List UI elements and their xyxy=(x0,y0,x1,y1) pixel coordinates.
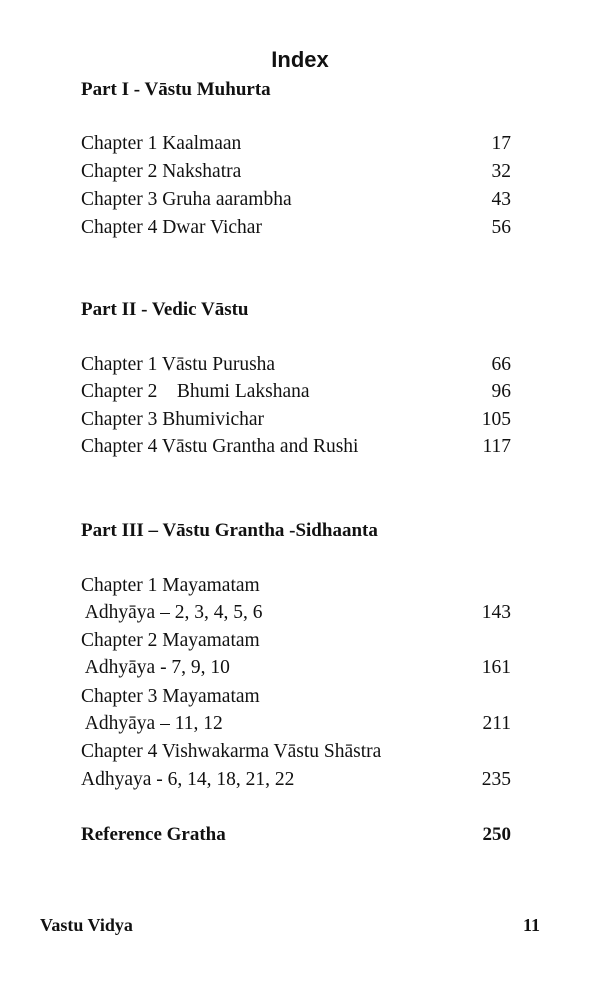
entry-text: Adhyaya - 6, 14, 18, 21, 22 xyxy=(81,769,295,790)
part-heading xyxy=(81,78,511,102)
entry-text: Reference Gratha xyxy=(81,824,226,845)
index-entry xyxy=(81,740,511,764)
entry-page: 43 xyxy=(491,189,511,210)
index-entry xyxy=(81,216,511,240)
entry-page: 143 xyxy=(481,602,511,623)
index-entry xyxy=(81,380,511,404)
index-entry xyxy=(81,768,511,792)
index-entry xyxy=(81,160,511,184)
index-entry xyxy=(81,408,511,432)
entry-text: Chapter 2 Bhumi Lakshana xyxy=(81,381,310,402)
footer-book-title: Vastu Vidya xyxy=(40,915,133,935)
index-entry xyxy=(81,132,511,156)
part-heading-text: Part II - Vedic Vāstu xyxy=(81,299,249,320)
entry-text: Adhyāya – 2, 3, 4, 5, 6 xyxy=(81,602,263,623)
entry-text: Adhyāya – 11, 12 xyxy=(81,713,223,734)
reference-entry xyxy=(81,823,511,847)
index-entry xyxy=(81,601,511,625)
entry-text: Chapter 3 Mayamatam xyxy=(81,686,260,707)
entry-text: Chapter 2 Nakshatra xyxy=(81,161,242,182)
index-entry xyxy=(81,353,511,377)
entry-text: Chapter 4 Dwar Vichar xyxy=(81,217,262,238)
index-entry xyxy=(81,629,511,653)
entry-text: Chapter 1 Vāstu Purusha xyxy=(81,354,276,375)
index-entry xyxy=(81,656,511,680)
entry-text: Adhyāya - 7, 9, 10 xyxy=(81,657,230,678)
index-entry xyxy=(81,435,511,459)
entry-page: 32 xyxy=(491,161,511,182)
entry-text: Chapter 1 Kaalmaan xyxy=(81,133,242,154)
part-heading-text: Part III – Vāstu Grantha -Sidhaanta xyxy=(81,520,378,541)
entry-text: Chapter 2 Mayamatam xyxy=(81,630,260,651)
index-entry xyxy=(81,188,511,212)
entry-page: 161 xyxy=(481,657,511,678)
index-entry xyxy=(81,712,511,736)
entry-page: 56 xyxy=(491,217,511,238)
entry-text: Chapter 3 Bhumivichar xyxy=(81,409,265,430)
entry-text: Chapter 4 Vishwakarma Vāstu Shāstra xyxy=(81,741,382,762)
entry-page: 105 xyxy=(481,409,511,430)
entry-page: 235 xyxy=(481,769,511,790)
entry-page: 250 xyxy=(482,824,511,845)
index-entry xyxy=(81,685,511,709)
index-entry xyxy=(81,574,511,598)
part-heading xyxy=(81,298,511,322)
footer-page-number: 11 xyxy=(522,915,540,935)
entry-text: Chapter 3 Gruha aarambha xyxy=(81,189,292,210)
entry-text: Chapter 4 Vāstu Grantha and Rushi xyxy=(81,436,359,457)
entry-page: 66 xyxy=(491,354,511,375)
entry-text: Chapter 1 Mayamatam xyxy=(81,575,260,596)
entry-page: 96 xyxy=(491,381,511,402)
entry-page: 17 xyxy=(491,133,511,154)
page-title: Index xyxy=(271,47,329,72)
entry-page: 211 xyxy=(482,713,511,734)
part-heading xyxy=(81,519,511,543)
entry-page: 117 xyxy=(482,436,511,457)
part-heading-text: Part I - Vāstu Muhurta xyxy=(81,79,271,100)
